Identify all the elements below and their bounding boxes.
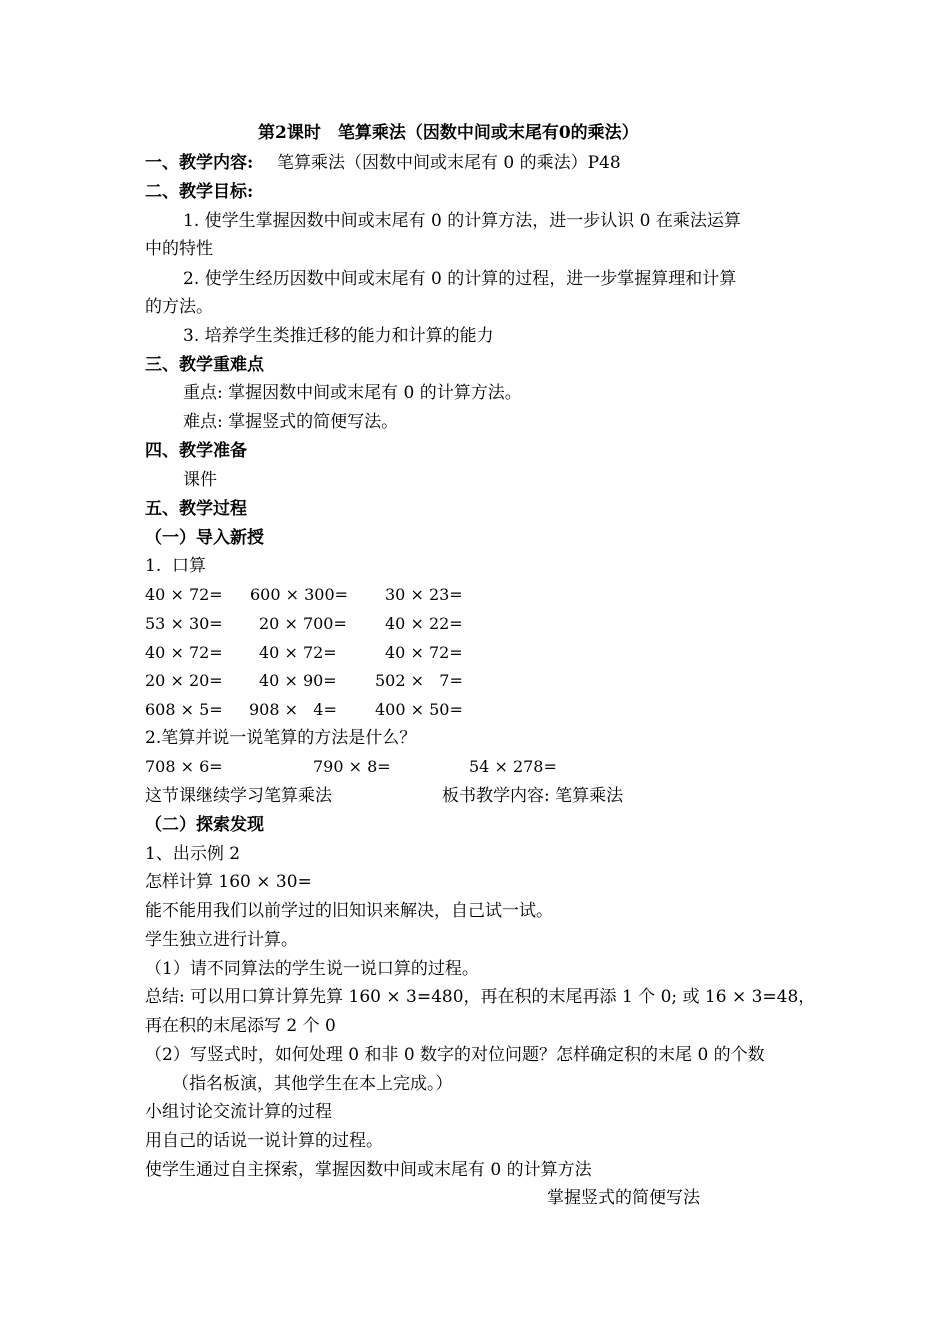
section-2-heading: 二、教学目标: [145, 182, 254, 202]
section-3-heading: 三、教学重难点 [145, 355, 264, 375]
section-4-heading: 四、教学准备 [145, 441, 247, 461]
purpose-text-2: 掌握竖式的简便写法 [547, 1188, 700, 1208]
page-title: 第2课时 笔算乘法（因数中间或末尾有0的乘法） [258, 123, 639, 143]
oral-cell: 502 × 7= [375, 671, 463, 690]
oral-cell: 600 × 300= [250, 585, 349, 604]
section-5-heading: 五、教学过程 [145, 499, 247, 519]
key-point: 重点: 掌握因数中间或末尾有 0 的计算方法。 [183, 383, 522, 403]
oral-calc-heading: 1. 口算 [145, 556, 207, 576]
difficult-point: 难点: 掌握竖式的简便写法。 [183, 412, 399, 432]
board-text: 板书教学内容: 笔算乘法 [442, 786, 624, 806]
oral-cell: 40 × 72= [145, 585, 223, 604]
oral-cell: 608 × 5= [145, 700, 223, 719]
written-cell: 708 × 6= [145, 757, 223, 776]
goal-1-line-2: 中的特性 [145, 239, 213, 259]
goal-3: 3. 培养学生类推迁移的能力和计算的能力 [183, 326, 494, 346]
section-1-text: 笔算乘法（因数中间或末尾有 0 的乘法）P48 [277, 153, 621, 173]
preparation-text: 课件 [183, 470, 217, 490]
purpose-text: 使学生通过自主探索，掌握因数中间或末尾有 0 的计算方法 [145, 1160, 592, 1180]
oral-cell: 40 × 90= [259, 671, 337, 690]
example-show: 1、出示例 2 [145, 844, 241, 864]
goal-1-line-1: 1. 使学生掌握因数中间或末尾有 0 的计算方法，进一步认识 0 在乘法运算 [183, 211, 741, 231]
example-independent: 学生独立进行计算。 [145, 930, 298, 950]
oral-cell: 40 × 72= [259, 643, 337, 662]
group-discussion: 小组讨论交流计算的过程 [145, 1102, 332, 1122]
written-calc-heading: 2.笔算并说一说笔算的方法是什么？ [145, 728, 417, 748]
example-question: 怎样计算 160 × 30= [145, 872, 312, 892]
written-cell: 790 × 8= [313, 757, 391, 776]
oral-cell: 53 × 30= [145, 614, 223, 633]
oral-cell: 20 × 700= [259, 614, 347, 633]
oral-cell: 30 × 23= [385, 585, 463, 604]
own-words: 用自己的话说一说计算的过程。 [145, 1131, 383, 1151]
written-cell: 54 × 278= [469, 757, 557, 776]
question-1: （1）请不同算法的学生说一说口算的过程。 [145, 959, 479, 979]
summary-line-2: 再在积的末尾添写 2 个 0 [145, 1016, 336, 1036]
question-2-note: （指名板演，其他学生在本上完成。） [172, 1074, 453, 1094]
question-2: （2）写竖式时，如何处理 0 和非 0 数字的对位问题？怎样确定积的末尾 0 的个数 [145, 1045, 765, 1065]
goal-2-line-2: 的方法。 [145, 297, 213, 317]
summary-line-1: 总结: 可以用口算计算先算 160 × 3=480，再在积的末尾再添 1 个 0; 或 16 × 3=48， [145, 987, 816, 1007]
example-try: 能不能用我们以前学过的旧知识来解决，自己试一试。 [145, 901, 553, 921]
continue-text: 这节课继续学习笔算乘法 [145, 786, 332, 806]
goal-2-line-1: 2. 使学生经历因数中间或末尾有 0 的计算的过程，进一步掌握算理和计算 [183, 269, 737, 289]
oral-cell: 40 × 22= [385, 614, 463, 633]
oral-cell: 20 × 20= [145, 671, 223, 690]
oral-cell: 400 × 50= [375, 700, 463, 719]
part-2-heading: （二）探索发现 [145, 815, 264, 835]
oral-cell: 40 × 72= [145, 643, 223, 662]
section-1-heading: 一、教学内容: [145, 153, 254, 173]
part-1-heading: （一）导入新授 [145, 528, 264, 548]
oral-cell: 40 × 72= [385, 643, 463, 662]
oral-cell: 908 × 4= [249, 700, 337, 719]
